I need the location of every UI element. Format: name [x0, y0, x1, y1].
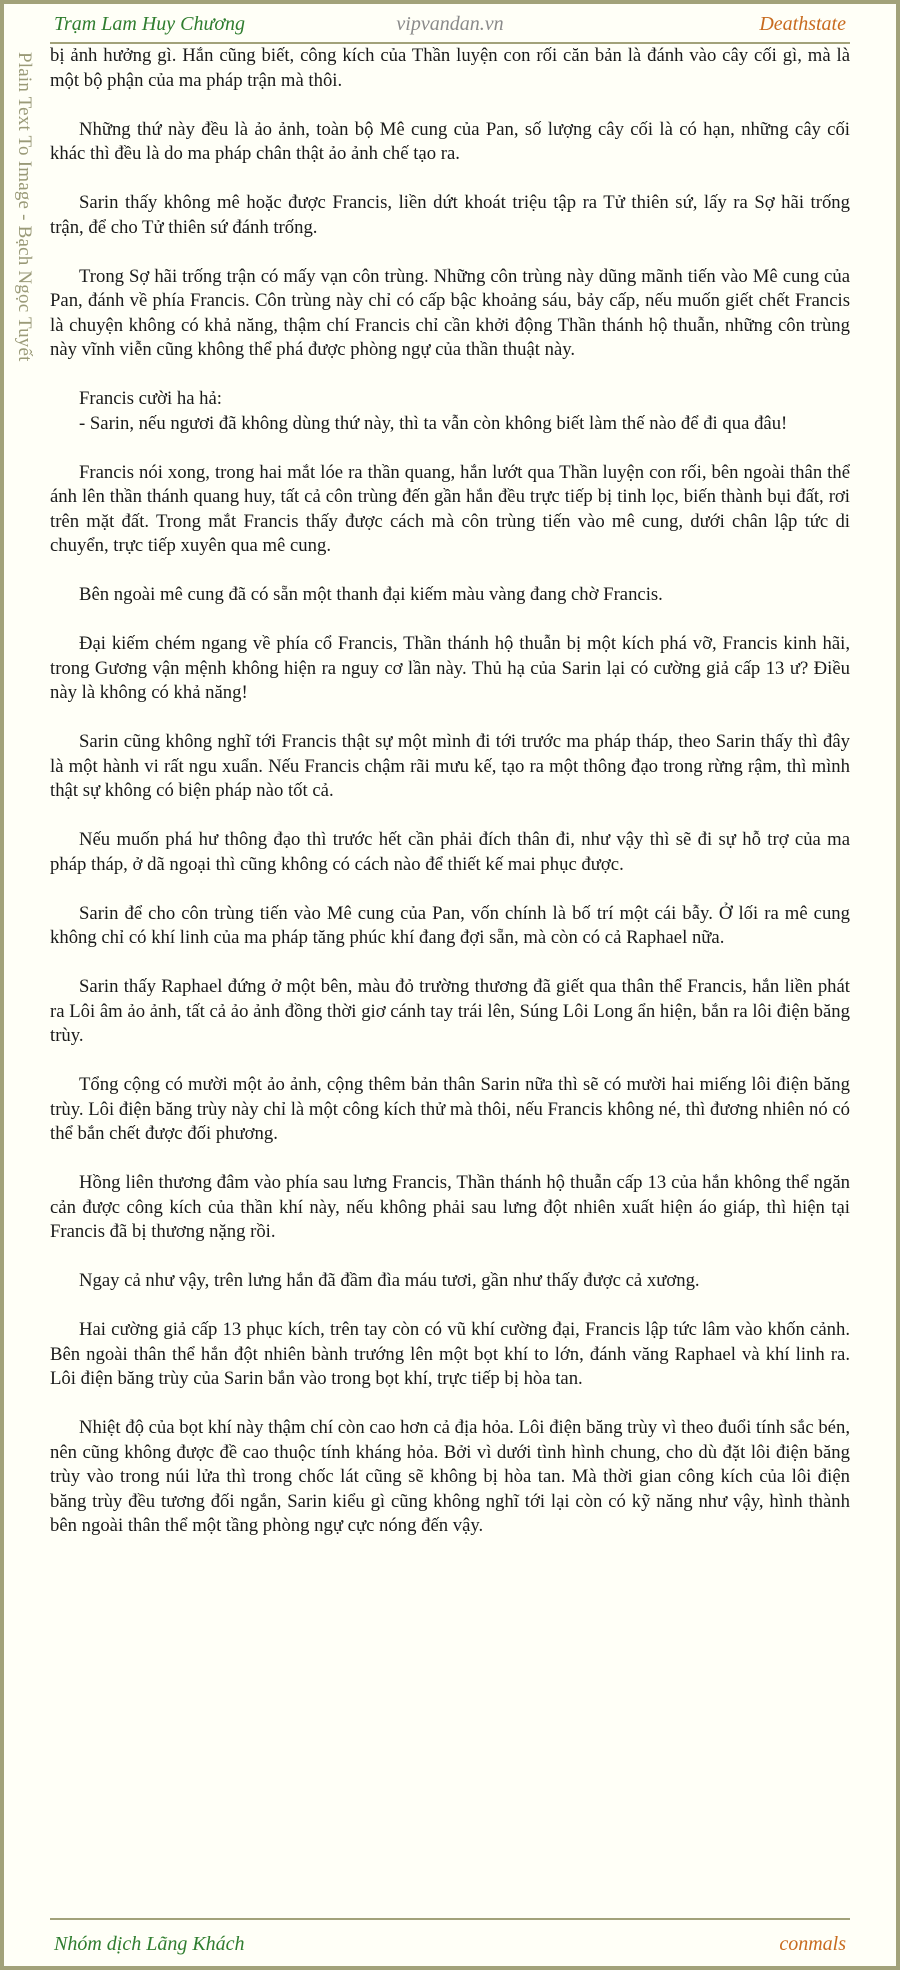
- page-footer: [50, 1930, 850, 1960]
- header-right-title: Deathstate: [759, 13, 846, 35]
- paragraph: Ngay cả như vậy, trên lưng hắn đã đầm đìa máu tươi, gần như thấy được cả xương.: [79, 1270, 700, 1291]
- paragraph: bị ảnh hưởng gì. Hắn cũng biết, công kích của Thần luyện con rối căn bản là đánh vào cây cối gì, mà là một bộ phận của ma pháp trận mà thôi.: [50, 45, 850, 91]
- chapter-text: [50, 44, 850, 1563]
- paragraph: Sarin để cho côn trùng tiến vào Mê cung của Pan, vốn chính là bố trí một cái bẫy. Ở lối ra mê cung không chỉ có khí linh của ma pháp tăng phúc khí đang đợi sẵn, mà còn có cả Raphael nữa.: [50, 902, 850, 948]
- paragraph: - Sarin, nếu ngươi đã không dùng thứ này, thì ta vẫn còn không biết làm thế nào để đi qua đâu!: [79, 412, 788, 434]
- footer-credit: conmals: [779, 1933, 846, 1955]
- paragraph: Francis cười ha hả:: [79, 388, 222, 409]
- paragraph: Nhiệt độ của bọt khí này thậm chí còn cao hơn cả địa hỏa. Lôi điện băng trùy vì theo đuổi tính sắc bén, nên cũng không được đề cao thuộc tính kháng hỏa. Bởi vì dưới tình hình chung, cho dù đặt lôi điện băng trùy vào trong núi lửa thì trong chốc lát cũng sẽ không bị hòa tan. Mà thời gian công kích của lôi điện băng trùy đều tương đối ngắn, Sarin kiểu gì cũng không nghĩ tới lại còn có kỹ năng như vậy, hình thành bên ngoài thân thể một tầng phòng ngự cực nóng đến vậy.: [50, 1417, 850, 1536]
- side-watermark-label: Plain Text To Image - Bạch Ngọc Tuyết: [14, 52, 35, 362]
- paragraph: Đại kiếm chém ngang về phía cổ Francis, Thần thánh hộ thuẫn bị một kích phá vỡ, Francis kinh hãi, trong Gương vận mệnh không hiện ra nguy cơ lần này. Thủ hạ của Sarin lại có cường giả cấp 13 ư? Điều này là không có khả năng!: [50, 633, 850, 703]
- dialogue-block: [50, 387, 850, 436]
- paragraph: Tổng cộng có mười một ảo ảnh, cộng thêm bản thân Sarin nữa thì sẽ có mười hai miếng lôi điện băng trùy. Lôi điện băng trùy này chỉ là một công kích thử mà thôi, nếu Francis không né, thì đương nhiên nó có thể bắn chết được đối phương.: [50, 1074, 850, 1144]
- paragraph: Sarin cũng không nghĩ tới Francis thật sự một mình đi tới trước ma pháp tháp, theo Sarin thấy thì đây là một hành vi rất ngu xuẩn. Nếu Francis chậm rãi mưu kế, tạo ra một thông đạo trong rừng rậm, thì mình thật sự không có biện pháp nào tốt cả.: [50, 731, 850, 801]
- paragraph: Hai cường giả cấp 13 phục kích, trên tay còn có vũ khí cường đại, Francis lập tức lâm vào khốn cảnh. Bên ngoài thân thể hắn đột nhiên bành trướng lên một bọt khí to lớn, đánh văng Raphael và khí linh ra. Lôi điện băng trùy của Sarin bắn vào trong bọt khí, trực tiếp bị hòa tan.: [50, 1319, 850, 1389]
- paragraph: Hồng liên thương đâm vào phía sau lưng Francis, Thần thánh hộ thuẫn cấp 13 của hắn không thể ngăn cản được công kích của thần khí này, nếu không phải sau lưng đột nhiên xuất hiện áo giáp, thì hiện tại Francis đã bị thương nặng rồi.: [50, 1172, 850, 1242]
- paragraph: Sarin thấy không mê hoặc được Francis, liền dứt khoát triệu tập ra Tử thiên sứ, lấy ra Sợ hãi trống trận, để cho Tử thiên sứ đánh trống.: [50, 192, 850, 238]
- header-site: vipvandan.vn: [396, 13, 504, 35]
- paragraph: Sarin thấy Raphael đứng ở một bên, màu đỏ trường thương đã giết qua thân thể Francis, hắn liền phát ra Lôi âm ảo ảnh, tất cả ảo ảnh đồng thời giơ cánh tay trái lên, Súng Lôi Long ẩn hiện, bắn ra lôi điện băng trùy.: [50, 976, 850, 1046]
- footer-divider: [50, 1918, 850, 1920]
- page-header: [50, 10, 850, 44]
- paragraph: Bên ngoài mê cung đã có sẵn một thanh đại kiếm màu vàng đang chờ Francis.: [79, 584, 663, 605]
- paragraph: Những thứ này đều là ảo ảnh, toàn bộ Mê cung của Pan, số lượng cây cối là có hạn, những cây cối khác thì đều là do ma pháp chân thật ảo ảnh chế tạo ra.: [50, 118, 850, 164]
- header-left-title: Trạm Lam Huy Chương: [54, 13, 246, 35]
- paragraph: Trong Sợ hãi trống trận có mấy vạn côn trùng. Những côn trùng này dũng mãnh tiến vào Mê cung của Pan, đánh về phía Francis. Côn trùng này chỉ có cấp bậc khoảng sáu, bảy cấp, nếu muốn giết chết Francis là chuyện không có khả năng, thậm chí Francis chỉ cần khởi động Thần thánh hộ thuẫn, những côn trùng này vĩnh viễn cũng không thể phá được phòng ngự của thần thuật này.: [50, 265, 850, 360]
- paragraph: Nếu muốn phá hư thông đạo thì trước hết cần phải đích thân đi, như vậy thì sẽ đi sự hỗ trợ của ma pháp tháp, ở dã ngoại thì cũng không có cách nào để thiết kế mai phục được.: [50, 829, 850, 875]
- footer-translator-group: Nhóm dịch Lãng Khách: [54, 1933, 245, 1955]
- paragraph: Francis nói xong, trong hai mắt lóe ra thần quang, hắn lướt qua Thần luyện con rối, bên ngoài thân thể ánh lên thần thánh quang huy, tất cả côn trùng đến gần hắn đều trực tiếp bị tinh lọc, biến thành bụi đất, rơi trên mặt đất. Trong mắt Francis thấy được cách mà côn trùng tiến vào mê cung, dưới chân lập tức di chuyển, trực tiếp xuyên qua mê cung.: [50, 461, 850, 556]
